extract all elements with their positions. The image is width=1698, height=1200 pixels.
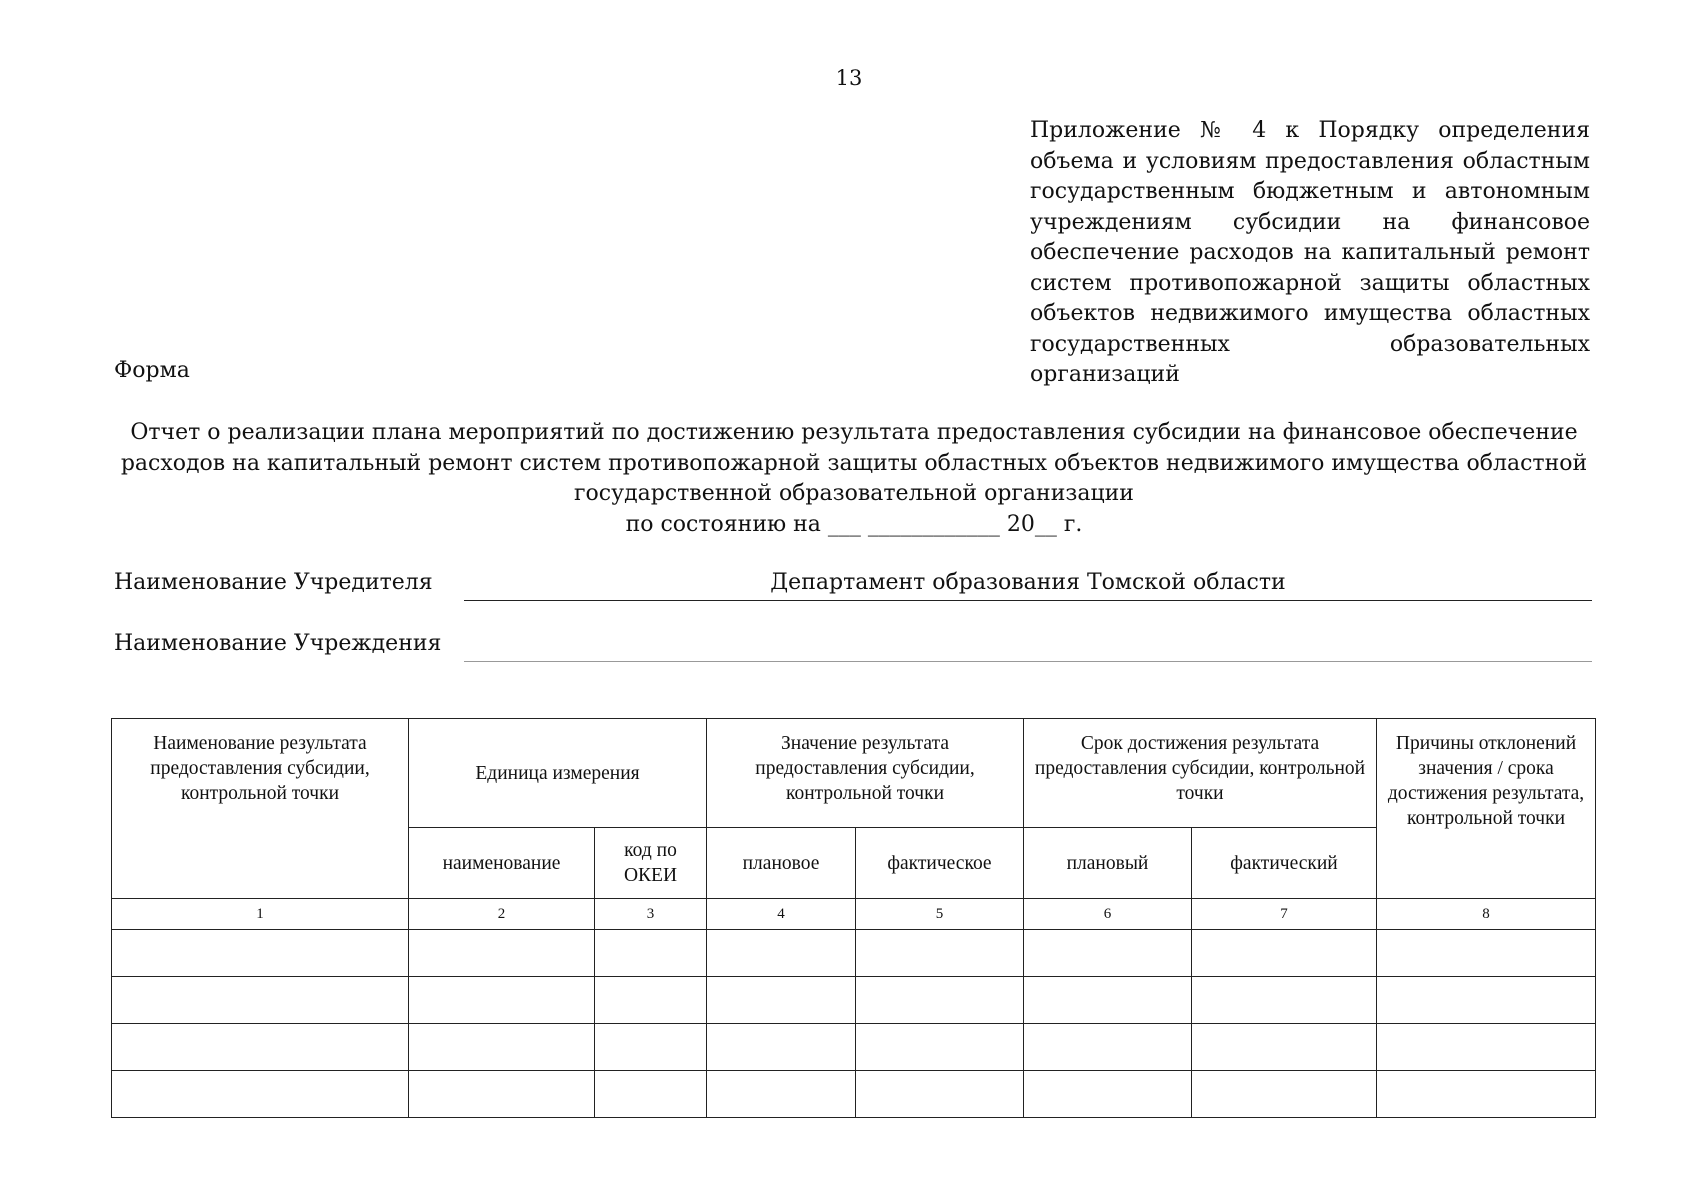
table-cell[interactable] [707, 977, 856, 1024]
subheader-value-fact: фактическое [856, 828, 1024, 899]
form-label: Форма [114, 358, 190, 383]
table-row [112, 1071, 1596, 1118]
report-table [111, 718, 1596, 1118]
table-cell[interactable] [856, 977, 1024, 1024]
table-cell[interactable] [595, 1024, 707, 1071]
table-cell[interactable] [1024, 1024, 1192, 1071]
table-cell[interactable] [112, 930, 409, 977]
table-cell[interactable] [1192, 930, 1377, 977]
column-number: 2 [409, 899, 595, 930]
table-cell[interactable] [1377, 1024, 1596, 1071]
subheader-deadline-fact: фактический [1192, 828, 1377, 899]
title-line-4: по состоянию на ___ ____________ 20__ г. [625, 511, 1083, 537]
column-number: 4 [707, 899, 856, 930]
table-cell[interactable] [1024, 977, 1192, 1024]
header-reasons: Причины отклонений значения / срока достижения результата, контрольной точки [1377, 719, 1596, 899]
institution-label: Наименование Учреждения [114, 631, 442, 656]
institution-field[interactable] [464, 631, 1592, 662]
founder-row [114, 570, 1594, 604]
column-number: 6 [1024, 899, 1192, 930]
table-cell[interactable] [1377, 930, 1596, 977]
founder-label: Наименование Учредителя [114, 570, 433, 595]
column-number: 1 [112, 899, 409, 930]
title-line-3: государственной образовательной организации [574, 481, 1134, 506]
table-cell[interactable] [1024, 1071, 1192, 1118]
subheader-unit-name: наименование [409, 828, 595, 899]
appendix-text: Приложение № 4 к Порядку определения объема и условиям предоставления областным государственным бюджетным и автономным учреждениям субсидии на финансовое обеспечение расходов на капитальный ремонт систем противопожарной защиты областных объектов недвижимого имущества областных [1030, 118, 1590, 326]
table-cell[interactable] [409, 930, 595, 977]
table-row [112, 1024, 1596, 1071]
table-cell[interactable] [1377, 977, 1596, 1024]
table-cell[interactable] [1192, 1071, 1377, 1118]
header-result-name: Наименование результата предоставления субсидии, контрольной точки [112, 719, 409, 899]
founder-field[interactable]: Департамент образования Томской области [464, 570, 1592, 601]
table-cell[interactable] [707, 1071, 856, 1118]
table-cell[interactable] [409, 977, 595, 1024]
table-cell[interactable] [856, 930, 1024, 977]
table-cell[interactable] [112, 977, 409, 1024]
table-cell[interactable] [409, 1071, 595, 1118]
table-cell[interactable] [595, 977, 707, 1024]
table-cell[interactable] [1024, 930, 1192, 977]
subheader-deadline-plan: плановый [1024, 828, 1192, 899]
column-number-row [112, 899, 1596, 930]
table-cell[interactable] [1192, 1024, 1377, 1071]
table-cell[interactable] [856, 1024, 1024, 1071]
header-value: Значение результата предоставления субсидии, контрольной точки [707, 719, 1024, 828]
header-deadline: Срок достижения результата предоставления субсидии, контрольной точки [1024, 719, 1377, 828]
table-cell[interactable] [595, 1071, 707, 1118]
appendix-note [1030, 116, 1590, 391]
table-cell[interactable] [595, 930, 707, 977]
subheader-okei-code: код по ОКЕИ [595, 828, 707, 899]
table-cell[interactable] [112, 1071, 409, 1118]
header-unit: Единица измерения [409, 719, 707, 828]
appendix-last-line: государственных образовательных организаций [1030, 331, 1590, 387]
table-row [112, 977, 1596, 1024]
institution-row [114, 631, 1594, 665]
table-cell[interactable] [1192, 977, 1377, 1024]
column-number: 7 [1192, 899, 1377, 930]
table-cell[interactable] [856, 1071, 1024, 1118]
column-number: 5 [856, 899, 1024, 930]
table-cell[interactable] [707, 1024, 856, 1071]
table-row [112, 930, 1596, 977]
column-number: 3 [595, 899, 707, 930]
column-number: 8 [1377, 899, 1596, 930]
title-line-2: расходов на капитальный ремонт систем противопожарной защиты областных объектов недвижимого имущества областной [120, 450, 1588, 476]
table-cell[interactable] [409, 1024, 595, 1071]
header-row [112, 719, 1596, 828]
report-title [114, 418, 1594, 540]
subheader-value-plan: плановое [707, 828, 856, 899]
table-cell[interactable] [707, 930, 856, 977]
page-number: 13 [835, 66, 863, 90]
table-cell[interactable] [112, 1024, 409, 1071]
table-cell[interactable] [1377, 1071, 1596, 1118]
title-line-1: Отчет о реализации плана мероприятий по достижению результата предоставления субсидии на финансовое обеспечение [130, 420, 1578, 445]
